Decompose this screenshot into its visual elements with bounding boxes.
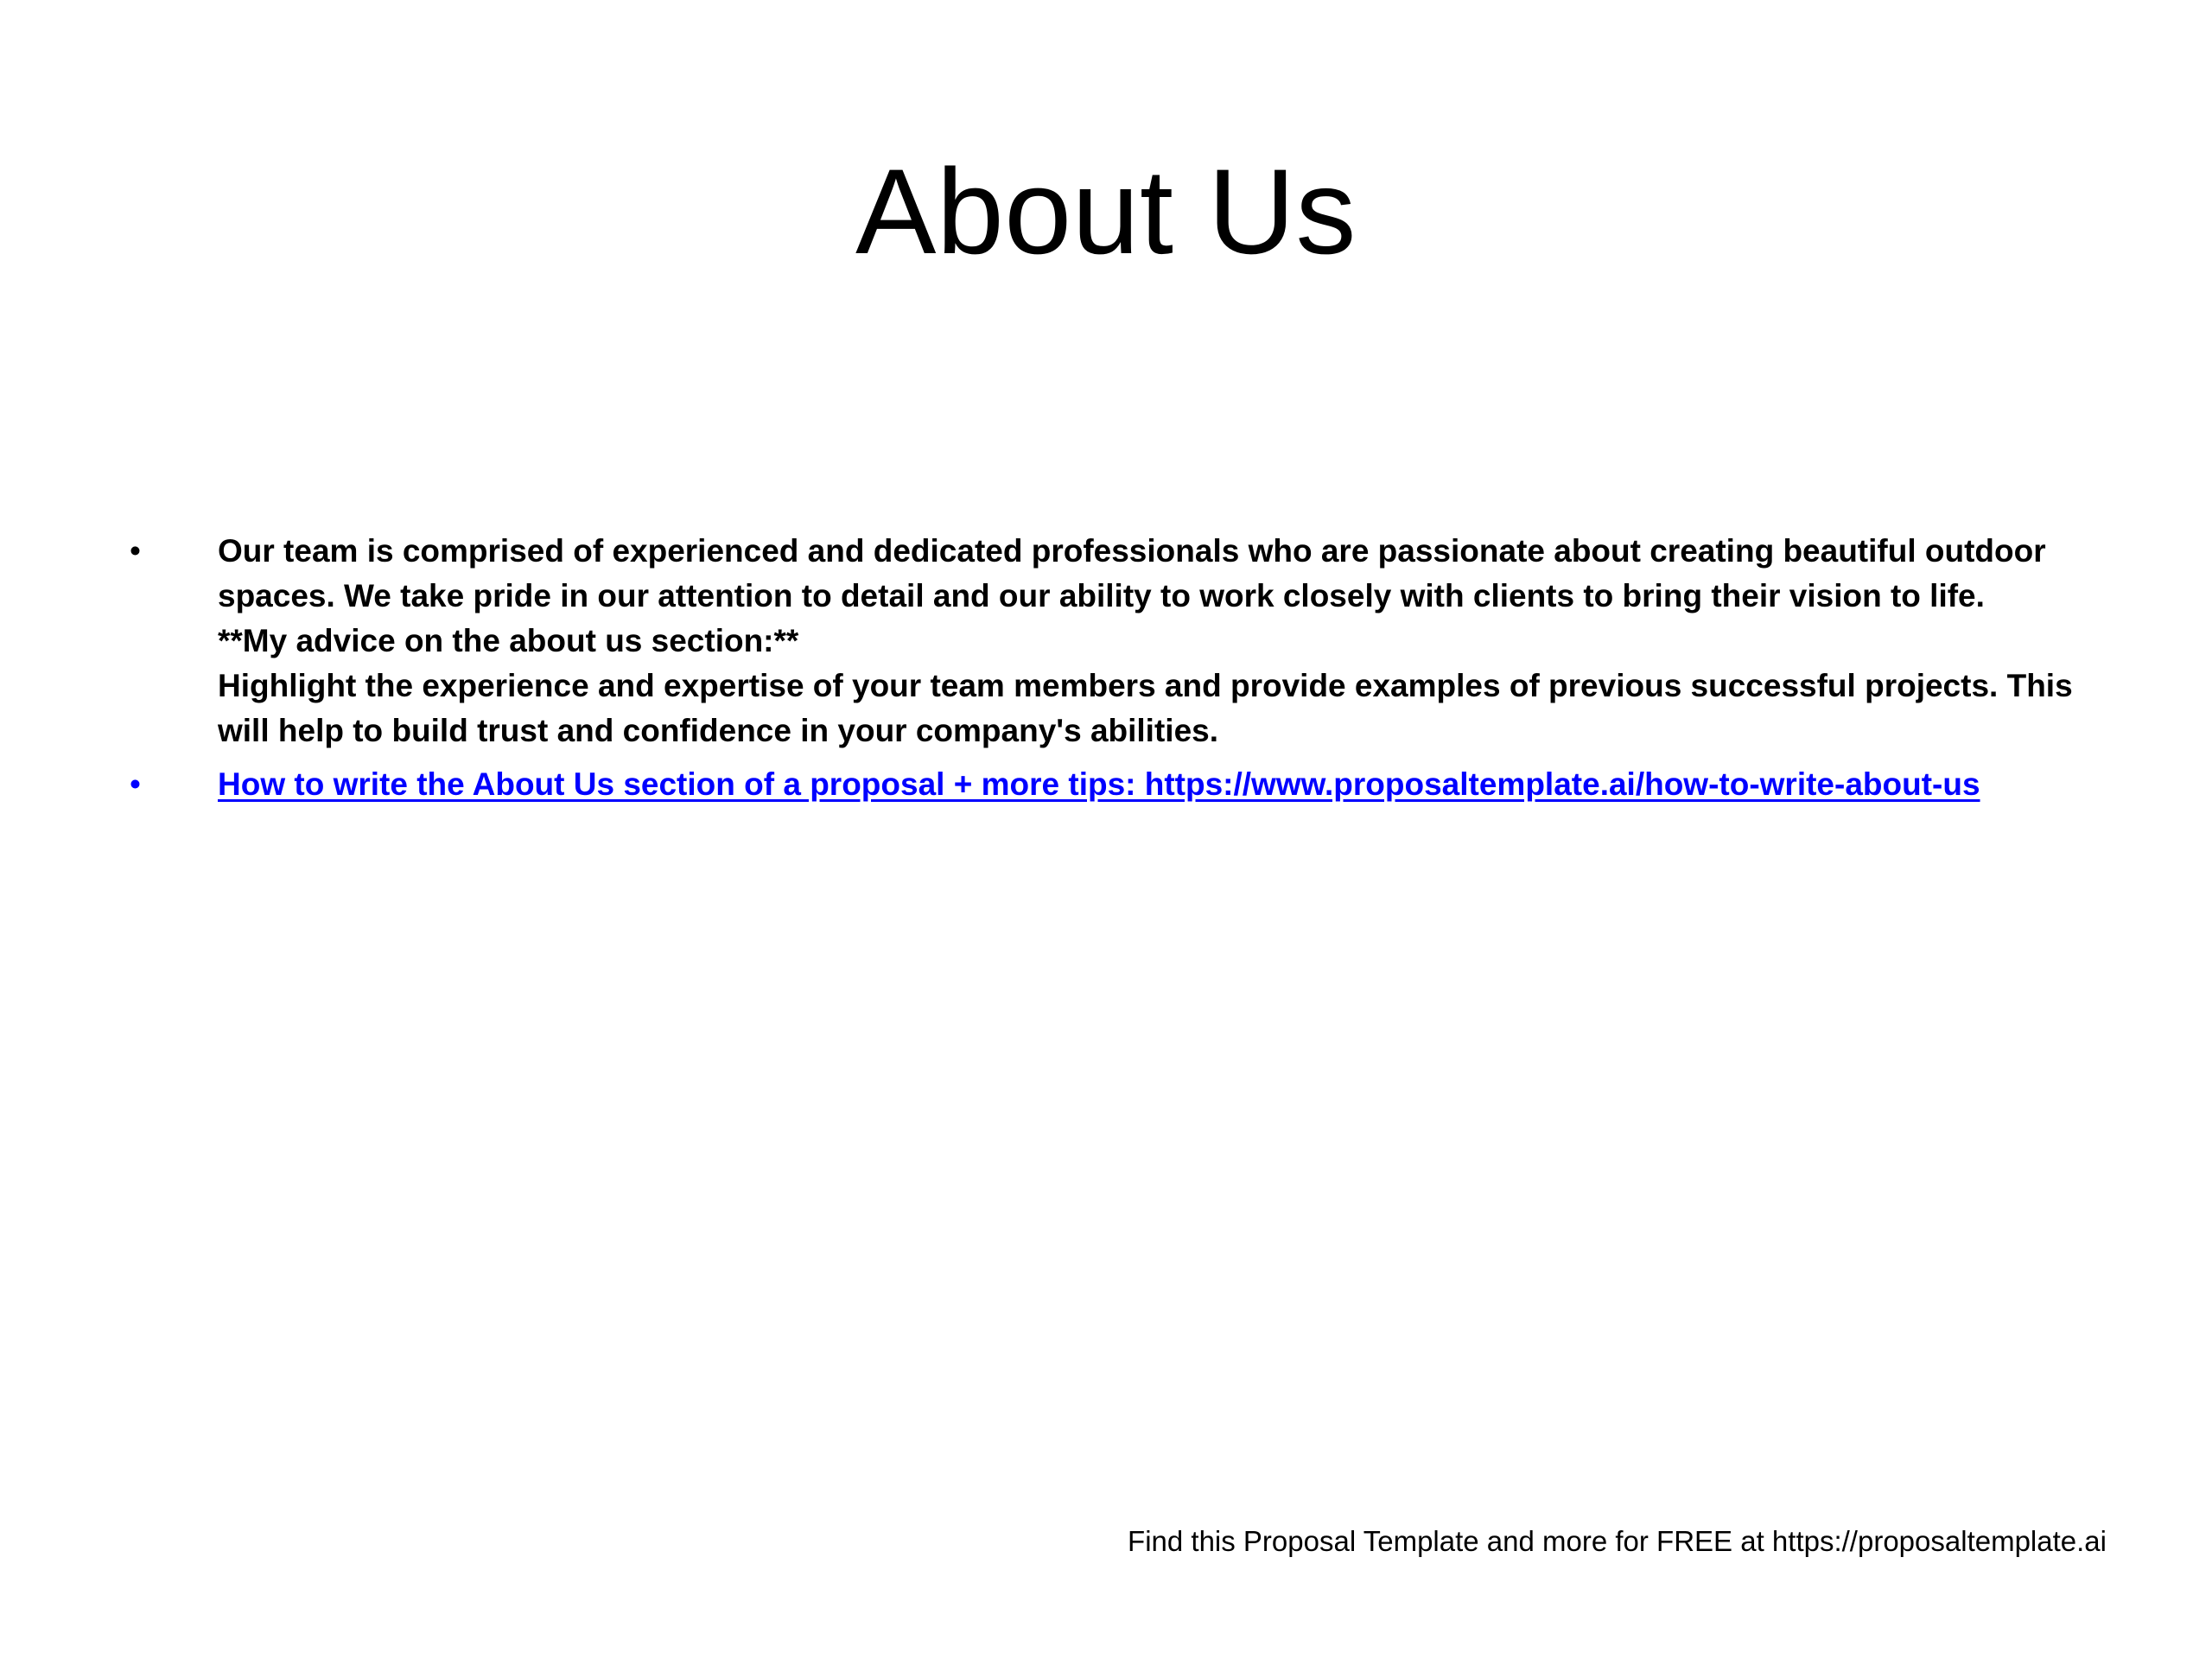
slide-title: About Us xyxy=(855,143,1357,279)
bullet-text-line: will help to build trust and confidence in your company's abilities. xyxy=(218,713,1219,748)
bullet-marker: • xyxy=(130,766,141,802)
footer-note: Find this Proposal Template and more for FREE at https://proposaltemplate.ai xyxy=(1128,1525,2107,1557)
bullet-list xyxy=(130,529,2100,807)
bullet-text-line: **My advice on the about us section:** xyxy=(218,623,799,658)
bullet-marker: • xyxy=(130,533,141,569)
about-us-bullet xyxy=(130,529,2100,753)
tips-link-bullet xyxy=(130,762,2100,807)
bullet-text-line: Highlight the experience and expertise of your team members and provide examples of previous successful projects. This xyxy=(218,668,2073,703)
bullet-text-line: Our team is comprised of experienced and dedicated professionals who are passionate about creating beautiful outdoor xyxy=(218,533,2046,569)
bullet-text-line: spaces. We take pride in our attention to detail and our ability to work closely with clients to bring their vision to life. xyxy=(218,578,1985,613)
about-us-tips-link[interactable]: How to write the About Us section of a proposal + more tips: https://www.proposaltemplate.ai/how-to-write-about-us xyxy=(218,766,1980,802)
